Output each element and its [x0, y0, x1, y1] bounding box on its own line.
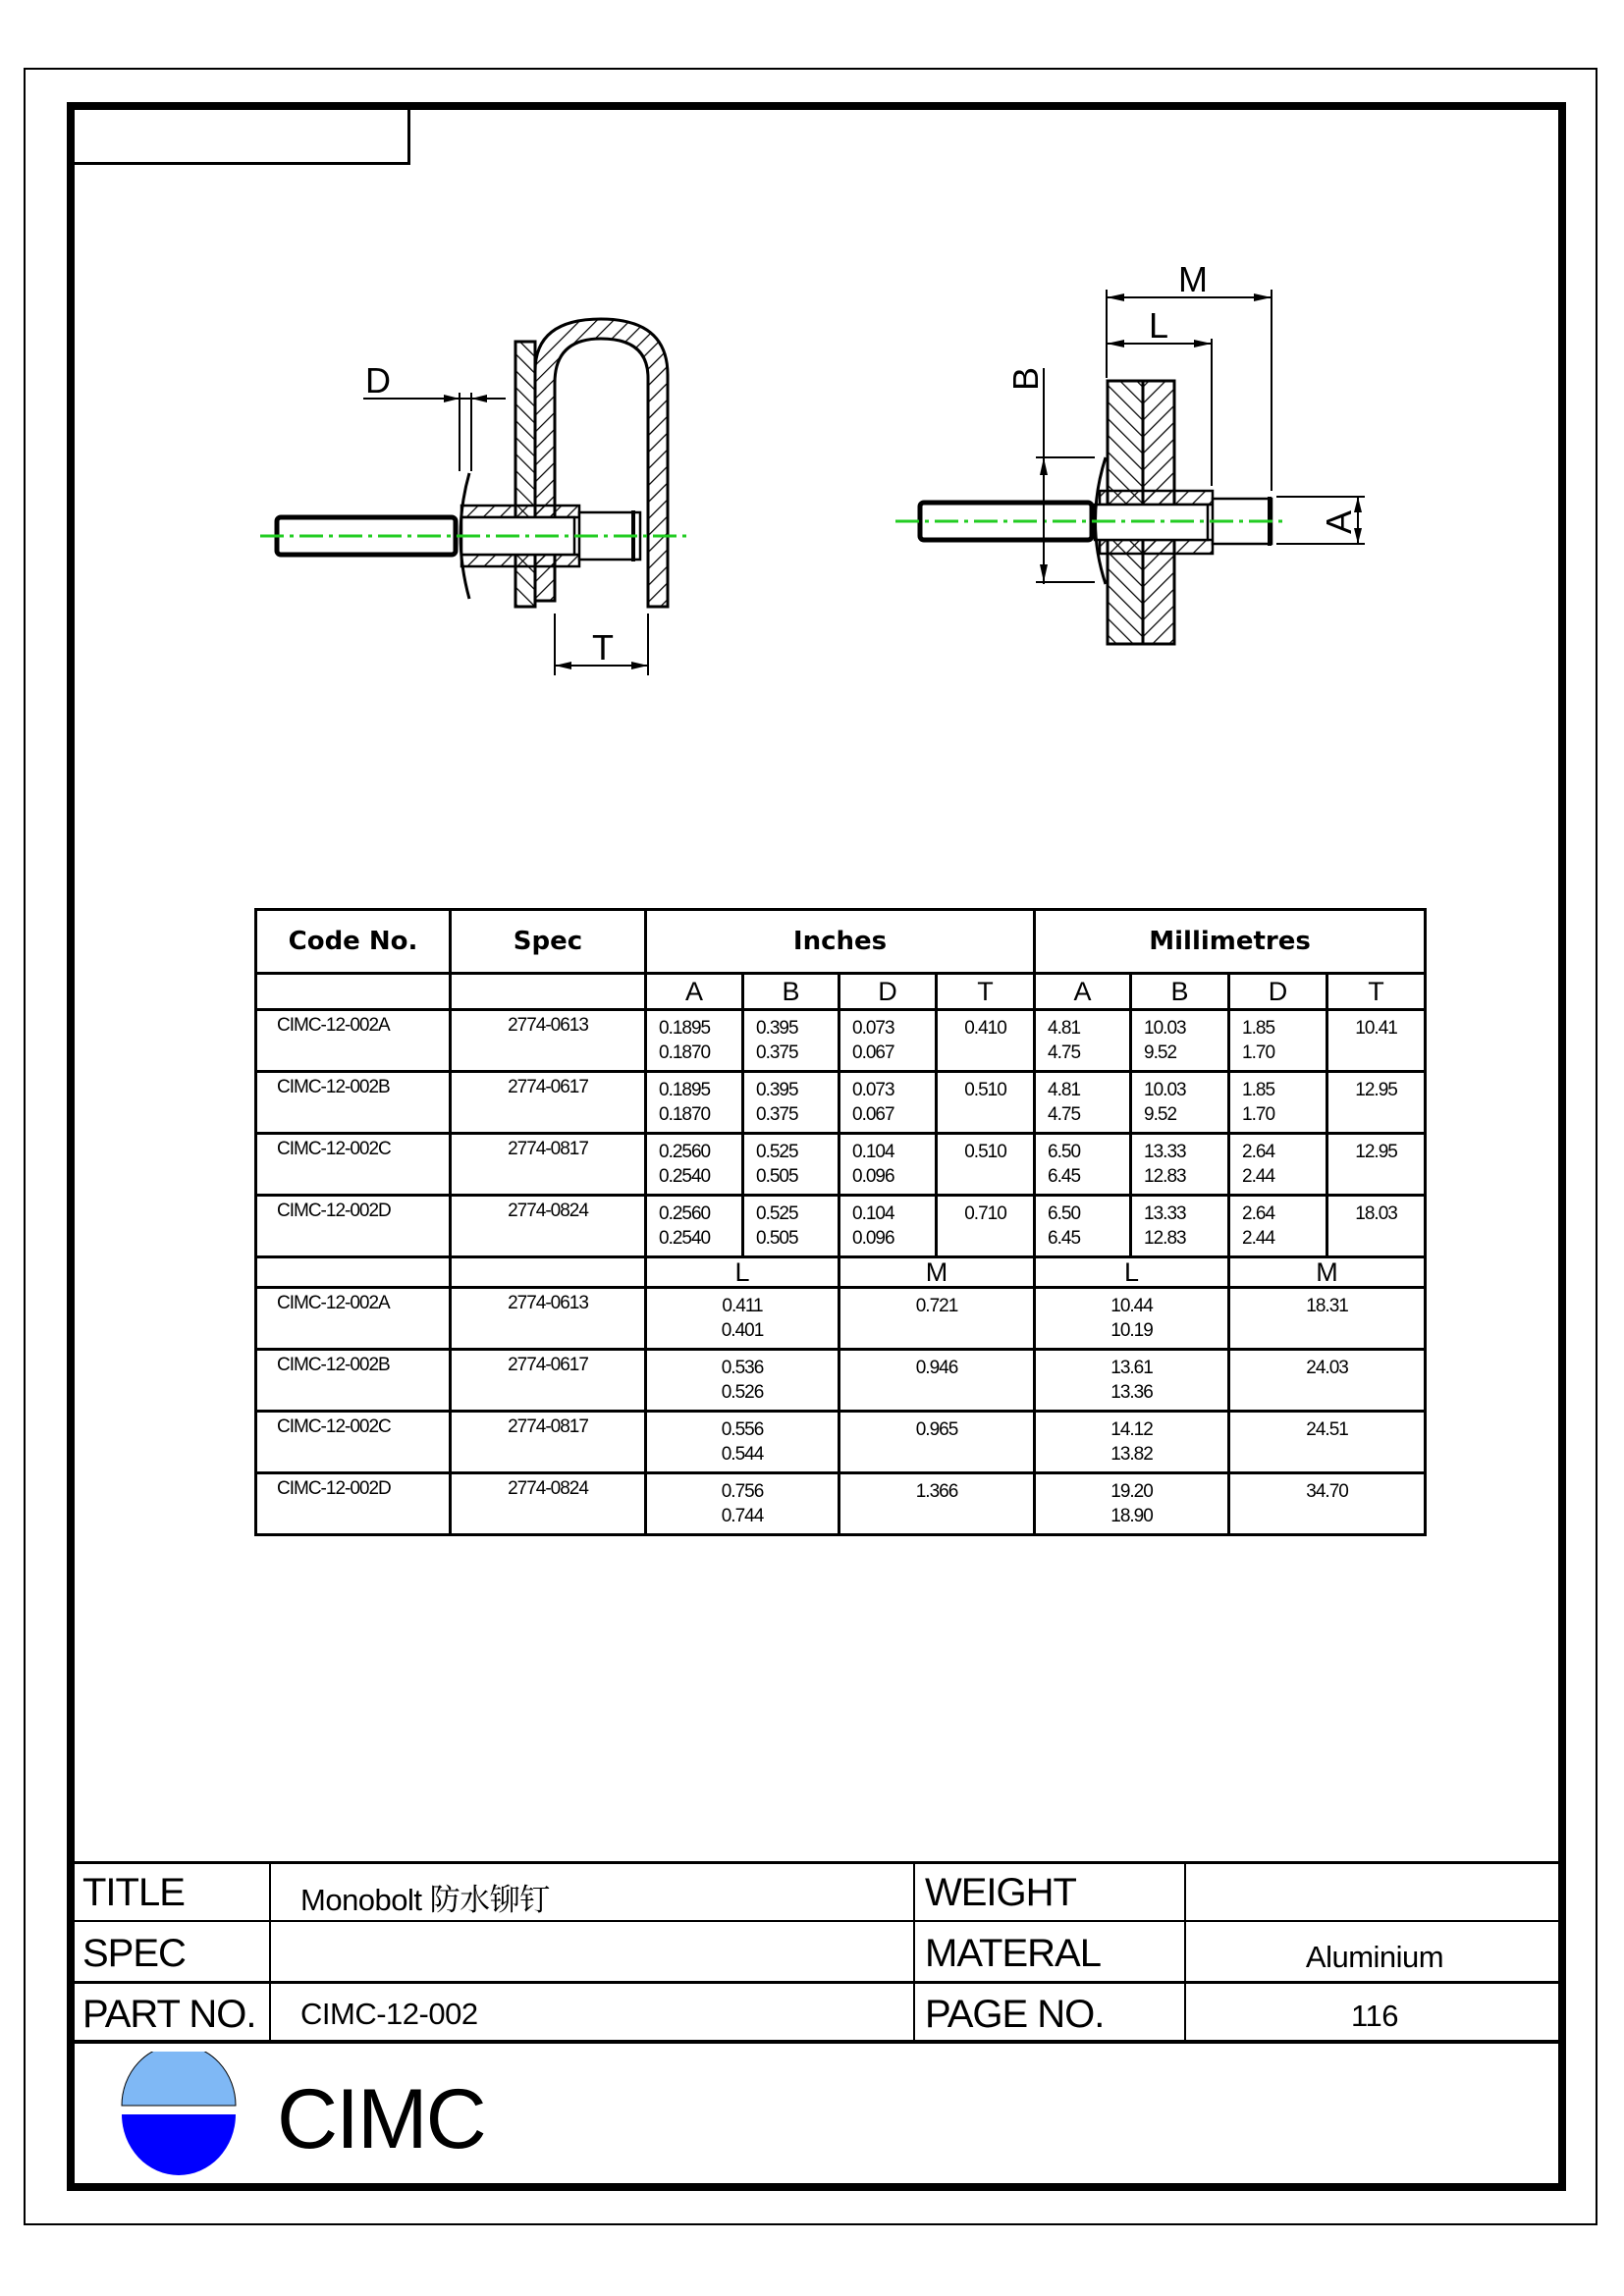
dim-label-b: B — [1005, 366, 1046, 391]
spec-cell: 2774-0824 — [451, 1473, 646, 1535]
in-t-cell: 0.510 — [937, 1072, 1035, 1134]
logo-text: CIMC — [277, 2072, 485, 2166]
in-l-cell: 0.556 0.544 — [646, 1412, 839, 1473]
mm-b-cell: 13.33 12.83 — [1131, 1134, 1229, 1196]
mm-t-cell: 10.41 — [1327, 1010, 1426, 1072]
spec-cell: 2774-0617 — [451, 1072, 646, 1134]
col-mm-a: A — [1035, 974, 1131, 1010]
lm-header-row — [256, 1257, 1426, 1288]
in-a-cell: 0.1895 0.1870 — [646, 1010, 743, 1072]
table-row — [256, 1196, 1426, 1257]
code-cell: CIMC-12-002A — [256, 1288, 451, 1350]
table-row — [256, 1010, 1426, 1072]
code-cell: CIMC-12-002C — [256, 1134, 451, 1196]
col-mm-t: T — [1327, 974, 1426, 1010]
header-millimetres: Millimetres — [1035, 910, 1426, 974]
in-a-cell: 0.1895 0.1870 — [646, 1072, 743, 1134]
in-t-cell: 0.510 — [937, 1134, 1035, 1196]
spec-cell: 2774-0613 — [451, 1288, 646, 1350]
in-a-cell: 0.2560 0.2540 — [646, 1134, 743, 1196]
title-label: TITLE — [82, 1871, 185, 1914]
mm-d-cell: 1.85 1.70 — [1229, 1072, 1327, 1134]
mm-d-cell: 2.64 2.44 — [1229, 1134, 1327, 1196]
mm-a-cell: 6.50 6.45 — [1035, 1134, 1131, 1196]
code-cell: CIMC-12-002A — [256, 1010, 451, 1072]
table-row — [256, 1288, 1426, 1350]
mm-b-cell: 10.03 9.52 — [1131, 1072, 1229, 1134]
dim-label-l: L — [1149, 305, 1169, 346]
drawing-blind-side — [255, 294, 707, 687]
header-code-no: Code No. — [256, 910, 451, 974]
in-m-cell: 0.946 — [839, 1350, 1035, 1412]
in-l-cell: 0.536 0.526 — [646, 1350, 839, 1412]
corner-box — [71, 106, 410, 165]
mm-d-cell: 1.85 1.70 — [1229, 1010, 1327, 1072]
col-in-l: L — [646, 1257, 839, 1288]
mm-b-cell: 10.03 9.52 — [1131, 1010, 1229, 1072]
in-d-cell: 0.073 0.067 — [839, 1072, 937, 1134]
table-row — [256, 1350, 1426, 1412]
code-cell: CIMC-12-002B — [256, 1072, 451, 1134]
spec-label: SPEC — [82, 1932, 186, 1975]
mm-t-cell: 12.95 — [1327, 1072, 1426, 1134]
col-in-b: B — [743, 974, 839, 1010]
spec-cell: 2774-0617 — [451, 1350, 646, 1412]
mm-a-cell: 4.81 4.75 — [1035, 1010, 1131, 1072]
table-row — [256, 1412, 1426, 1473]
sleeve-lower — [461, 555, 579, 566]
mm-a-cell: 4.81 4.75 — [1035, 1072, 1131, 1134]
mm-a-cell: 6.50 6.45 — [1035, 1196, 1131, 1257]
dim-label-m: M — [1178, 259, 1208, 299]
mm-m-cell: 24.03 — [1229, 1350, 1426, 1412]
mm-m-cell: 24.51 — [1229, 1412, 1426, 1473]
code-cell: CIMC-12-002B — [256, 1350, 451, 1412]
col-mm-d: D — [1229, 974, 1327, 1010]
page-no-label: PAGE NO. — [925, 1993, 1105, 2036]
table-row — [256, 1072, 1426, 1134]
in-a-cell: 0.2560 0.2540 — [646, 1196, 743, 1257]
group-header-row — [256, 910, 1426, 974]
mm-l-cell: 19.20 18.90 — [1035, 1473, 1229, 1535]
code-cell: CIMC-12-002C — [256, 1412, 451, 1473]
cimc-logo-icon — [116, 2052, 244, 2179]
col-in-t: T — [937, 974, 1035, 1010]
mm-l-cell: 13.61 13.36 — [1035, 1350, 1229, 1412]
in-b-cell: 0.525 0.505 — [743, 1196, 839, 1257]
in-b-cell: 0.525 0.505 — [743, 1134, 839, 1196]
spec-cell: 2774-0817 — [451, 1412, 646, 1473]
in-b-cell: 0.395 0.375 — [743, 1010, 839, 1072]
in-l-cell: 0.411 0.401 — [646, 1288, 839, 1350]
in-m-cell: 0.965 — [839, 1412, 1035, 1473]
mm-b-cell: 13.33 12.83 — [1131, 1196, 1229, 1257]
in-l-cell: 0.756 0.744 — [646, 1473, 839, 1535]
in-t-cell: 0.410 — [937, 1010, 1035, 1072]
in-d-cell: 0.104 0.096 — [839, 1134, 937, 1196]
header-spec: Spec — [451, 910, 646, 974]
in-m-cell: 1.366 — [839, 1473, 1035, 1535]
col-in-d: D — [839, 974, 937, 1010]
title-block — [75, 1861, 1563, 2044]
spec-cell: 2774-0817 — [451, 1134, 646, 1196]
dim-label-a: A — [1319, 509, 1359, 534]
drawing-installed — [884, 245, 1414, 658]
dim-label-d: D — [365, 360, 391, 400]
dim-label-t: T — [592, 627, 614, 667]
page-no-value: 116 — [1351, 1999, 1398, 2033]
in-m-cell: 0.721 — [839, 1288, 1035, 1350]
mm-l-cell: 10.44 10.19 — [1035, 1288, 1229, 1350]
in-d-cell: 0.073 0.067 — [839, 1010, 937, 1072]
col-mm-b: B — [1131, 974, 1229, 1010]
material-label: MATERAL — [925, 1932, 1101, 1975]
mm-m-cell: 18.31 — [1229, 1288, 1426, 1350]
mm-t-cell: 18.03 — [1327, 1196, 1426, 1257]
spec-table — [254, 908, 1427, 1536]
table-row — [256, 1134, 1426, 1196]
col-mm-l: L — [1035, 1257, 1229, 1288]
col-mm-m: M — [1229, 1257, 1426, 1288]
code-cell: CIMC-12-002D — [256, 1196, 451, 1257]
code-cell: CIMC-12-002D — [256, 1473, 451, 1535]
col-in-m: M — [839, 1257, 1035, 1288]
title-value: Monobolt 防水铆钉 — [300, 1883, 550, 1917]
col-in-a: A — [646, 974, 743, 1010]
sleeve-upper — [461, 506, 579, 517]
mm-m-cell: 34.70 — [1229, 1473, 1426, 1535]
part-no-label: PART NO. — [82, 1993, 256, 2036]
mm-t-cell: 12.95 — [1327, 1134, 1426, 1196]
spec-cell: 2774-0824 — [451, 1196, 646, 1257]
part-no-value: CIMC-12-002 — [300, 1997, 478, 2031]
in-t-cell: 0.710 — [937, 1196, 1035, 1257]
mm-l-cell: 14.12 13.82 — [1035, 1412, 1229, 1473]
table-row — [256, 1473, 1426, 1535]
material-value: Aluminium — [1305, 1940, 1444, 1974]
weight-label: WEIGHT — [925, 1871, 1076, 1914]
in-d-cell: 0.104 0.096 — [839, 1196, 937, 1257]
in-b-cell: 0.395 0.375 — [743, 1072, 839, 1134]
spec-cell: 2774-0613 — [451, 1010, 646, 1072]
header-inches: Inches — [646, 910, 1035, 974]
dim-letter-row — [256, 974, 1426, 1010]
mm-d-cell: 2.64 2.44 — [1229, 1196, 1327, 1257]
